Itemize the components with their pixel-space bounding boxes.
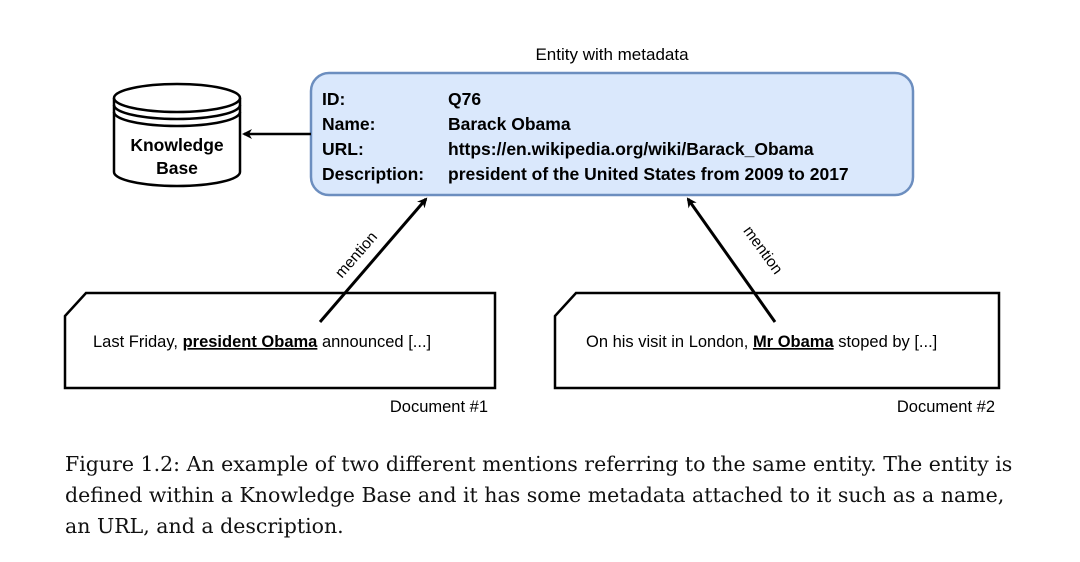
entity-field-value: Q76 [448, 89, 482, 109]
document-1-label: Document #1 [389, 398, 488, 416]
document-2-text: On his visit in London, Mr Obama stoped by [...] [586, 333, 938, 351]
document-2-label: Document #2 [896, 398, 995, 416]
entity-field-value: president of the United States from 2009 to 2017 [448, 164, 849, 184]
mention-edge-label: mention [739, 223, 786, 278]
mention-edge-label: mention [332, 228, 382, 282]
knowledge-base-label: Base [156, 158, 198, 178]
document-2-mention: Mr Obama [752, 333, 834, 351]
entity-field-value: https://en.wikipedia.org/wiki/Barack_Obama [448, 139, 814, 159]
document-1-mention: president Obama [182, 333, 318, 351]
entity-field-value: Barack Obama [448, 114, 571, 134]
entity-field-key: Description: [322, 164, 425, 184]
knowledge-base-label: Knowledge [130, 135, 224, 155]
entity-field-key: URL: [322, 139, 364, 159]
entity-field-key: ID: [322, 89, 346, 109]
figure-caption: Figure 1.2: An example of two different mentions referring to the same entity. The entity is defined within a Knowledge Base and it has some metadata attached to it such as a name, an URL, and a description. [65, 452, 1013, 538]
entity-title: Entity with metadata [535, 45, 689, 64]
document-1-text: Last Friday, president Obama announced [...] [93, 333, 432, 351]
entity-field-key: Name: [322, 114, 376, 134]
